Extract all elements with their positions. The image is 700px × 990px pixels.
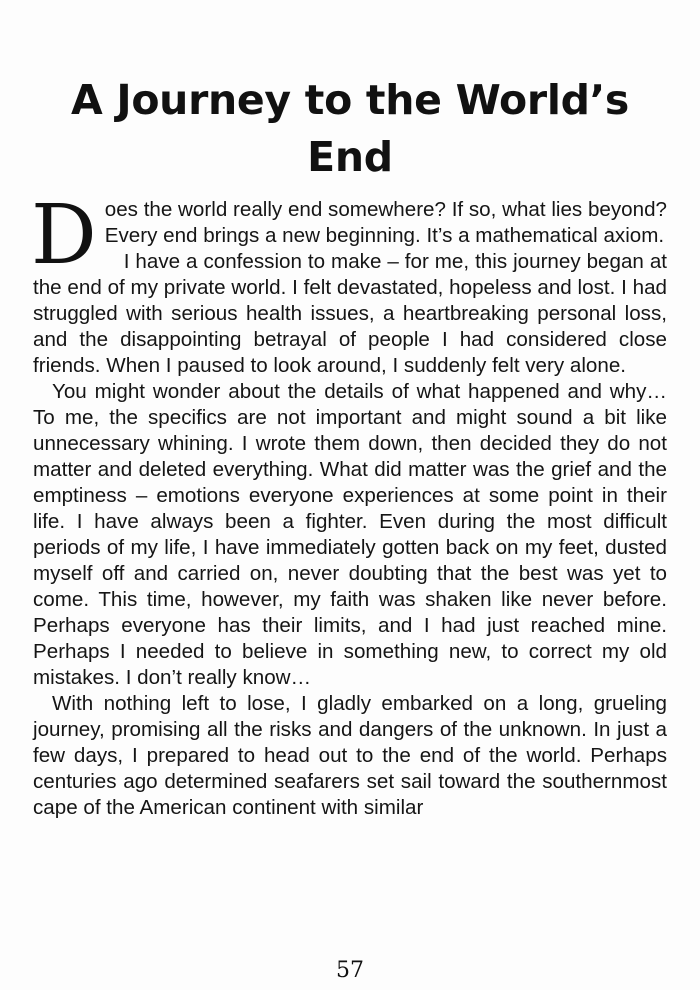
page-number: 57	[336, 958, 364, 983]
chapter-body	[31, 188, 667, 821]
paragraph-4: With nothing left to lose, I gladly embarked on a long, grueling journey, promising all the risks and dangers of the unknown. In just a few days, I prepared to head out to the end of the world. Perhaps centuries ago determined seafarers set sail toward the southernmost cape of the American continent with similar	[33, 692, 667, 819]
chapter-title: A Journey to the World’s End	[70, 76, 630, 181]
paragraph-1-text: oes the world really end somewhere? If so, what lies beyond? Every end brings a new beginning. It’s a mathematical axiom.	[104, 198, 667, 247]
paragraph-3: You might wonder about the details of what happened and why… To me, the specifics are not important and might sound a bit like unnecessary whining. I wrote them down, then decided they do not matter and deleted everything. What did matter was the grief and the emptiness – emotions everyone experiences at some point in their life. I have always been a fighter. Even during the most difficult periods of my life, I have immediately gotten back on my feet, dusted myself off and carried on, never doubting that the best was yet to come. This time, however, my faith was shaken like never before. Perhaps everyone has their limits, and I had just reached mine. Perhaps I needed to believe in something new, to correct my old mistakes. I don’t really know…	[33, 380, 667, 689]
paragraph-1	[31, 188, 667, 283]
drop-cap: D	[31, 188, 97, 283]
paragraph-2: I have a confession to make – for me, this journey began at the end of my private world. I felt devastated, hopeless and lost. I had struggled with serious health issues, a heartbreaking personal loss, and the disappointing betrayal of people I had considered close friends. When I paused to look around, I suddenly felt very alone.	[33, 250, 667, 377]
